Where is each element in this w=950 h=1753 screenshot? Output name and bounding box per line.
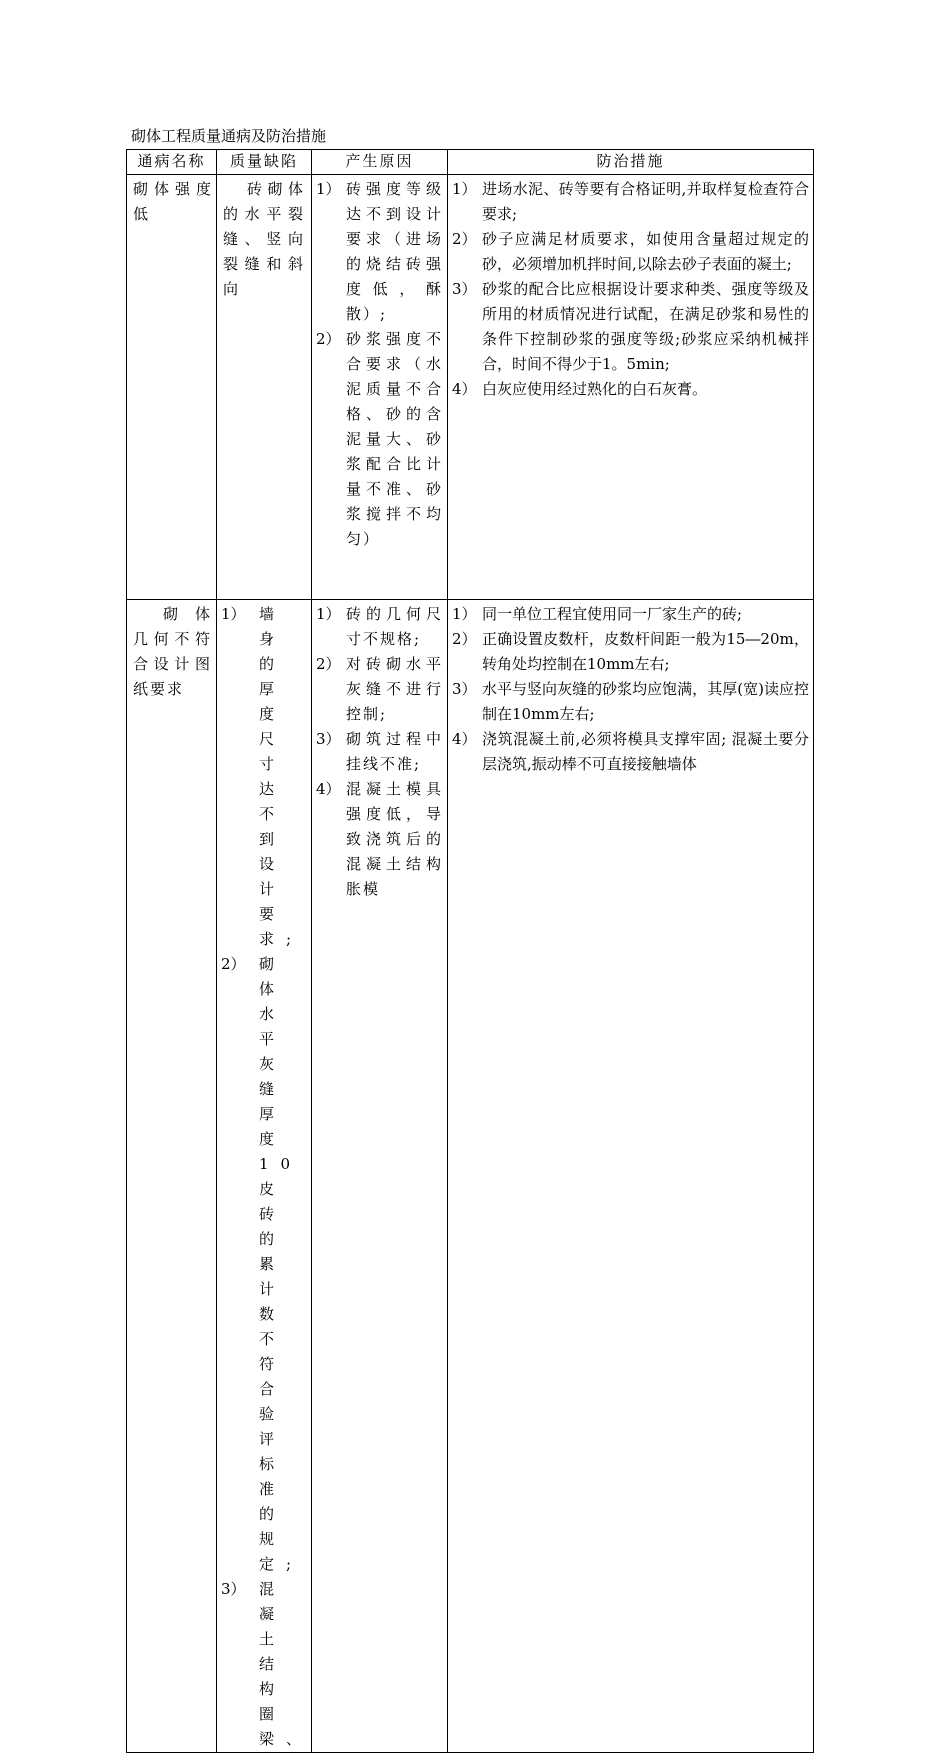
list-item: 2） 砂子应满足材质要求，如使用含量超过规定的砂，必须增加机拌时间,以除去砂子表面的凝土; [452, 230, 809, 273]
list-item: 4） 混凝土模具强度低，导致浇筑后的混凝土结构胀模 [316, 780, 443, 898]
defect-name-cell [127, 600, 217, 1753]
list-item: 2） 砌体水平灰缝厚度10皮砖的累计数不符合验评标准的规定; [221, 955, 304, 1573]
list-item: 3） 砌筑过程中挂线不准; [316, 730, 443, 773]
header-quality-defect: 质量缺陷 [217, 150, 312, 175]
prevention-cell [448, 600, 814, 1753]
defect-name: 砌体几何不符合设计图纸要求 [133, 605, 212, 698]
list-item: 4） 白灰应使用经过熟化的白石灰膏。 [452, 380, 708, 398]
defect-name-cell [127, 175, 217, 600]
cause-list [312, 600, 447, 902]
quality-defect-text: 砖砌体的水平裂缝、竖向裂缝和斜向 [223, 180, 307, 298]
list-item: 1） 同一单位工程宜使用同一厂家生产的砖; [452, 605, 743, 623]
table-row [127, 175, 814, 600]
cause-cell [312, 175, 448, 600]
list-item: 3） 水平与竖向灰缝的砂浆均应饱满，其厚(宽)读应控制在10mm左右; [452, 680, 809, 723]
header-cause: 产生原因 [312, 150, 448, 175]
cause-cell [312, 600, 448, 1753]
list-item: 1） 墙身的厚度尺寸达不到设计要求; [221, 605, 304, 948]
prevention-list [448, 175, 813, 402]
list-item: 2） 对砖砌水平灰缝不进行控制; [316, 655, 443, 723]
document-title: 砌体工程质量通病及防治措施 [131, 127, 327, 145]
list-item: 1） 砖强度等级达不到设计要求（进场的烧结砖强度低，酥散）; [316, 180, 443, 323]
defect-name: 砌体强度低 [133, 180, 212, 223]
list-item: 1） 进场水泥、砖等要有合格证明,并取样复检查符合要求; [452, 180, 809, 223]
list-item: 1） 砖的几何尺寸不规格; [316, 605, 443, 648]
quality-defect-cell [217, 600, 312, 1753]
quality-defect-list [217, 600, 314, 1752]
header-prevention: 防治措施 [448, 150, 814, 175]
list-item: 2） 正确设置皮数杆，皮数杆间距一般为15―20m，转角处均控制在10mm左右; [452, 630, 809, 673]
cause-list [312, 175, 447, 552]
defects-table [126, 149, 814, 1753]
list-item: 3） 混凝土结构圈梁、 [221, 1580, 314, 1748]
list-item: 4） 浇筑混凝土前,必须将模具支撑牢固; 混凝土要分层浇筑,振动棒不可直接接触墙体 [452, 730, 809, 773]
quality-defect-cell [217, 175, 312, 600]
prevention-list [448, 600, 813, 777]
table-header-row [127, 150, 814, 175]
list-item: 2） 砂浆强度不合要求（水泥质量不合格、砂的含泥量大、砂浆配合比计量不准、砂浆搅拌不均匀） [316, 330, 443, 548]
header-defect-name: 通病名称 [127, 150, 217, 175]
prevention-cell [448, 175, 814, 600]
list-item: 3） 砂浆的配合比应根据设计要求种类、强度等级及所用的材质情况进行试配，在满足砂浆和易性的条件下控制砂浆的强度等级;砂浆应采纳机械拌合，时间不得少于1。5min; [452, 280, 809, 373]
table-row [127, 600, 814, 1753]
